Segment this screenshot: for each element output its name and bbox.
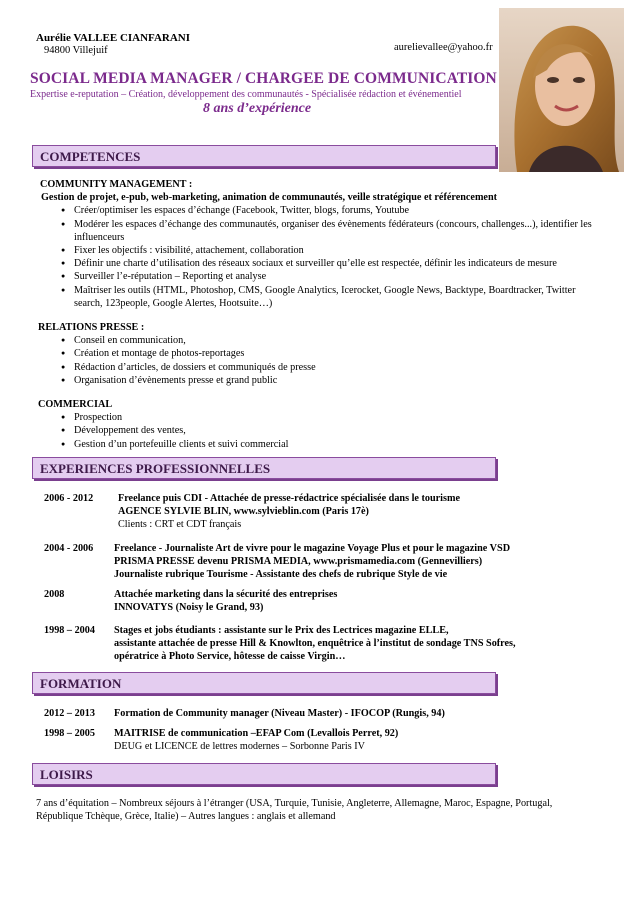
entry-text (114, 542, 574, 581)
entry-line: Attachée marketing dans la sécurité des entreprises (114, 589, 338, 600)
job-title: SOCIAL MEDIA MANAGER / CHARGEE DE COMMUNICATION (30, 70, 497, 87)
entry-line: Stages et jobs étudiants : assistante sur le Prix des Lectrices magazine ELLE, (114, 625, 449, 636)
entry-line: assistante attachée de presse Hill & Knowlton, enquêtrice à l’institut de sondage TNS Sofres, (114, 638, 516, 649)
candidate-city: 94800 Villejuif (44, 45, 108, 56)
community-title: COMMUNITY MANAGEMENT : (40, 179, 193, 190)
entry-line: Journaliste rubrique Tourisme - Assistante des chefs de rubrique Style de vie (114, 569, 448, 580)
competences-body (38, 178, 598, 451)
list-item: ● Rédaction d’articles, de dossiers et communiqués de presse (74, 361, 598, 374)
list-item: ● Création et montage de photos-reportages (74, 347, 598, 360)
experience-years: 8 ans d’expérience (203, 101, 312, 116)
list-item: ● Surveiller l’e-réputation – Reporting et analyse (74, 270, 598, 283)
list-item: ● Modérer les espaces d’échange des communautés, organiser des évènements fédérateurs (concours, challenges...), identifier les influenceurs (74, 218, 598, 244)
community-subtitle: Gestion de projet, e-pub, web-marketing, animation de communautés, veille stratégique et référencement (41, 192, 498, 204)
entry-line: Freelance - Journaliste Art de vivre pour le magazine Voyage Plus et pour le magazine VSD (114, 543, 511, 554)
section-title: COMPETENCES (40, 149, 141, 164)
section-header-experiences (32, 457, 496, 479)
entry-text (118, 492, 578, 531)
section-header-formation (32, 672, 496, 694)
presse-list (38, 334, 598, 387)
section-title: EXPERIENCES PROFESSIONNELLES (40, 461, 271, 476)
entry-text (114, 727, 574, 753)
entry-date: 2004 - 2006 (44, 543, 94, 554)
loisirs-text: 7 ans d’équitation – Nombreux séjours à l’étranger (USA, Turquie, Tunisie, Angleterre, Allemagne, Maroc, Espagne, Portugal, République Tchèque, Grèce, Italie) – Autres langues : anglais et allemand (36, 798, 553, 823)
entry-date: 1998 – 2004 (44, 625, 95, 636)
commercial-title: COMMERCIAL (38, 399, 113, 411)
entry-line: DEUG et LICENCE de lettres modernes – Sorbonne Paris IV (114, 741, 365, 752)
entry-date: 2008 (44, 589, 65, 600)
list-item: ● Fixer les objectifs : visibilité, attachement, collaboration (74, 244, 598, 257)
list-item: ● Conseil en communication, (74, 334, 598, 347)
entry-line: Clients : CRT et CDT français (118, 519, 242, 530)
entry-date: 2012 – 2013 (44, 708, 95, 719)
community-list (38, 204, 598, 310)
entry-line: INNOVATYS (Noisy le Grand, 93) (114, 602, 264, 613)
entry-line: AGENCE SYLVIE BLIN, www.sylvieblin.com (Paris 17è) (118, 506, 369, 517)
entry-line: Freelance puis CDI - Attachée de presse-rédactrice spécialisée dans le tourisme (118, 493, 460, 504)
list-item: ● Créer/optimiser les espaces d’échange (Facebook, Twitter, blogs, forums, Youtube (74, 204, 598, 217)
list-item: ● Développement des ventes, (74, 424, 598, 437)
entry-date: 1998 – 2005 (44, 728, 95, 739)
list-item: ● Organisation d’évènements presse et grand public (74, 374, 598, 387)
entry-line: opératrice à Photo Service, hôtesse de caisse Virgin… (114, 651, 346, 662)
list-item: ● Prospection (74, 411, 598, 424)
entry-text (114, 624, 574, 663)
section-title: FORMATION (40, 676, 122, 691)
entry-date: 2006 - 2012 (44, 493, 94, 504)
job-subtitle: Expertise e-reputation – Création, développement des communautés - Spécialisée rédaction et événementiel (30, 89, 462, 100)
entry-text (114, 707, 574, 720)
candidate-email[interactable]: aurelievallee@yahoo.fr (394, 42, 493, 53)
section-header-competences (32, 145, 496, 167)
list-item: ● Définir une charte d’utilisation des réseaux sociaux et surveiller qu’elle est respectée, définir les indicateurs de mesure (74, 257, 598, 270)
entry-line: MAITRISE de communication –EFAP Com (Levallois Perret, 92) (114, 728, 399, 739)
entry-line: PRISMA PRESSE devenu PRISMA MEDIA, www.prismamedia.com (Gennevilliers) (114, 556, 483, 567)
section-title: LOISIRS (40, 767, 93, 782)
list-item: ● Gestion d’un portefeuille clients et suivi commercial (74, 438, 598, 451)
presse-title: RELATIONS PRESSE : (38, 322, 145, 334)
profile-photo (499, 8, 624, 172)
list-item: ● Maîtriser les outils (HTML, Photoshop, CMS, Google Analytics, Icerocket, Google News, Backtype, Boardtracker, Twitter search, 123people, Google Alertes, Hootsuite…) (74, 284, 598, 310)
entry-text (114, 588, 574, 614)
commercial-list (38, 411, 598, 451)
entry-line: Formation de Community manager (Niveau Master) - IFOCOP (Rungis, 94) (114, 708, 445, 719)
section-header-loisirs (32, 763, 496, 785)
candidate-name: Aurélie VALLEE CIANFARANI (36, 32, 191, 44)
